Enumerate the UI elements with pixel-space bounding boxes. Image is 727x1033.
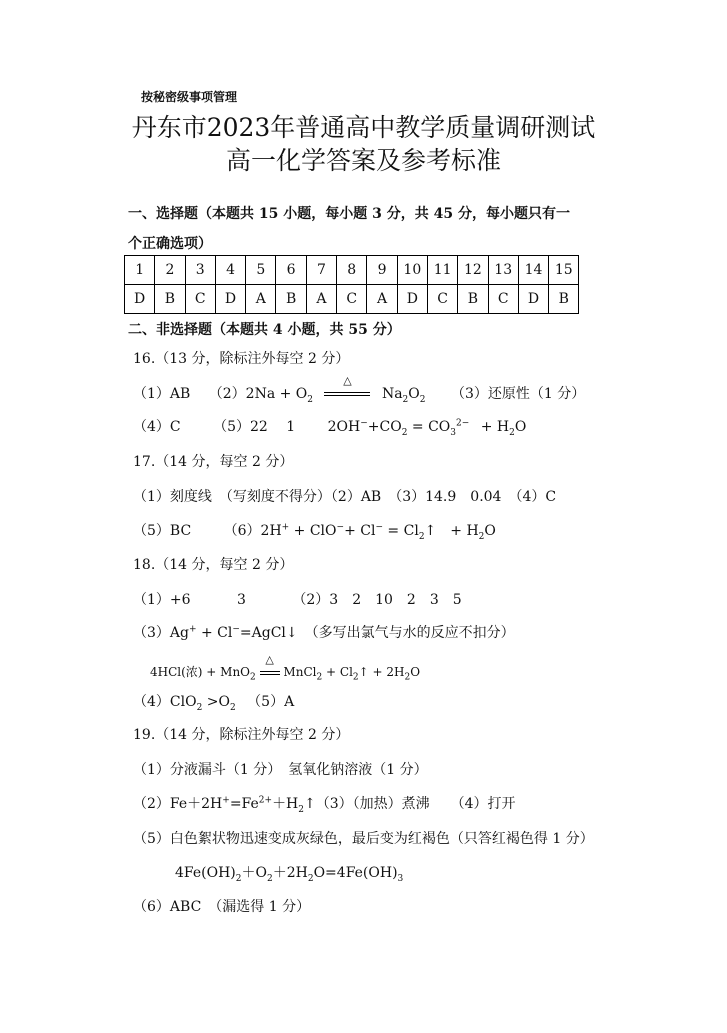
subscript: 2: [196, 702, 203, 713]
q17-line-2: [133, 520, 496, 542]
table-cell: C: [488, 285, 518, 314]
subscript: 2: [402, 394, 409, 405]
equation-text: ＋2H: [272, 865, 308, 881]
heat-icon: △: [265, 653, 274, 666]
section2-heading: 二、非选择题（本题共 4 小题，共 55 分）: [128, 322, 401, 338]
table-cell: B: [549, 285, 579, 314]
confidentiality-label: 按秘密级事项管理: [141, 90, 238, 104]
answer-table: [124, 255, 579, 314]
answer-text: （6）2H: [223, 523, 282, 539]
answer-text: （4）C: [133, 419, 181, 435]
subscript: 2: [307, 394, 314, 405]
subscript: 3: [397, 873, 404, 884]
q19-header: 19.（14 分，除标注外每空 2 分）: [133, 727, 350, 743]
answer-text: （5）A: [247, 694, 295, 710]
superscript: 2+: [258, 795, 273, 806]
table-cell: 14: [518, 256, 548, 285]
superscript: −: [232, 624, 240, 635]
q19-equation: [175, 862, 403, 884]
table-cell: 13: [488, 256, 518, 285]
table-cell: 1: [125, 256, 155, 285]
equation-text: O=4Fe(OH): [313, 865, 398, 881]
page-subtitle: 高一化学答案及参考标准: [225, 146, 501, 175]
answer-text: （1）AB: [133, 386, 191, 402]
answer-text: 2OH: [327, 419, 361, 435]
answer-text: （5）BC: [133, 523, 192, 539]
table-cell: B: [155, 285, 185, 314]
answer-text: （2）2Na + O: [208, 386, 308, 402]
q16-line-1: [133, 374, 586, 405]
answer-text: +CO: [367, 419, 402, 435]
answer-text: ↑ + H: [424, 523, 479, 539]
superscript: +: [281, 522, 290, 533]
q19-line-3: （5）白色絮状物迅速变成灰绿色，最后变为红褐色（只答红褐色得 1 分）: [133, 831, 594, 847]
table-cell: 8: [337, 256, 367, 285]
table-cell: A: [306, 285, 336, 314]
answer-text: = CO: [407, 419, 451, 435]
answer-text: ＋H: [272, 796, 299, 812]
table-cell: 15: [549, 256, 579, 285]
equation-text: 4HCl(浓) + MnO: [150, 665, 251, 679]
table-cell: 5: [246, 256, 276, 285]
subscript: 2: [316, 672, 323, 683]
subscript: 2: [419, 394, 426, 405]
table-cell: 3: [185, 256, 215, 285]
answer-text: O: [514, 419, 527, 435]
q17-header: 17.（14 分，每空 2 分）: [133, 454, 294, 470]
answer-text: （3）Ag: [133, 625, 189, 641]
q19-line-2: [133, 793, 516, 815]
subscript: 2: [307, 873, 314, 884]
superscript: −: [336, 522, 345, 533]
answer-text: O: [484, 523, 496, 539]
q18-equation: [150, 653, 421, 683]
subscript: 2: [266, 873, 273, 884]
table-cell: C: [185, 285, 215, 314]
table-cell: 12: [458, 256, 488, 285]
heating-arrow: [324, 374, 370, 402]
heat-icon: △: [343, 374, 352, 387]
q18-line-2: [133, 622, 515, 642]
table-cell: D: [125, 285, 155, 314]
table-cell: D: [215, 285, 245, 314]
answer-text: 3: [237, 592, 246, 608]
answer-text: Na: [381, 386, 403, 402]
table-cell: D: [397, 285, 427, 314]
table-cell: A: [246, 285, 276, 314]
equation-text: 4Fe(OH): [175, 865, 236, 881]
answer-text: （5）22: [213, 419, 268, 435]
answer-text: + ClO: [289, 523, 337, 539]
section1-heading: 一、选择题（本题共 15 小题，每小题 3 分，共 45 分，每小题只有一: [128, 206, 570, 222]
answer-text: O: [408, 386, 420, 402]
equals-bar: [324, 392, 370, 396]
answer-text: = Cl: [382, 523, 419, 539]
table-cell: 9: [367, 256, 397, 285]
q16-line-2: [133, 416, 526, 438]
subscript: 2: [478, 531, 485, 542]
table-cell: B: [458, 285, 488, 314]
table-cell: D: [518, 285, 548, 314]
table-cell: 2: [155, 256, 185, 285]
answer-text: + Cl: [196, 625, 233, 641]
subscript: 3: [450, 427, 456, 438]
table-cell: 4: [215, 256, 245, 285]
subscript: 2: [298, 804, 305, 815]
answer-text: + Cl: [344, 523, 376, 539]
table-cell: 7: [306, 256, 336, 285]
page-title: 丹东市2023年普通高中教学质量调研测试: [131, 113, 596, 142]
answer-text: （1）+6: [133, 592, 191, 608]
answer-text: =AgCl↓ （多写出氯气与水的反应不扣分）: [239, 625, 515, 641]
superscript: +: [222, 795, 230, 806]
heating-arrow: [260, 653, 280, 679]
subscript: 2: [235, 873, 242, 884]
table-cell: C: [337, 285, 367, 314]
q18-header: 18.（14 分，每空 2 分）: [133, 557, 294, 573]
subscript: 2: [352, 672, 359, 683]
subscript: 2: [418, 531, 425, 542]
superscript: −: [360, 418, 368, 429]
q16-header: 16.（13 分，除标注外每空 2 分）: [133, 351, 350, 367]
answer-text: >O: [202, 694, 230, 710]
subscript: 2: [250, 672, 256, 683]
equation-text: MnCl: [283, 665, 317, 679]
answer-text: ↑（3）（加热）煮沸 （4）打开: [304, 796, 516, 812]
subscript: 2: [404, 672, 411, 683]
answer-text: （4）ClO: [133, 694, 197, 710]
q19-line-5: （6）ABC （漏选得 1 分）: [133, 899, 311, 915]
answer-text: =Fe: [229, 796, 259, 812]
answer-text: + H: [480, 419, 510, 435]
superscript: −: [375, 522, 383, 533]
answer-text: （2）3 2 10 2 3 5: [292, 592, 462, 608]
subscript: 2: [401, 427, 408, 438]
subscript: 2: [509, 427, 515, 438]
q19-line-1: （1）分液漏斗（1 分） 氢氧化钠溶液（1 分）: [133, 762, 428, 778]
equation-text: ↑ + 2H: [358, 665, 405, 679]
equation-text: ＋O: [241, 865, 267, 881]
table-cell: 6: [276, 256, 306, 285]
equation-text: + Cl: [322, 665, 353, 679]
q18-line-4: [133, 691, 294, 713]
equation-text: O: [410, 665, 421, 679]
answer-text: （2）Fe＋2H: [133, 796, 223, 812]
subscript: 2: [229, 702, 236, 713]
question-number-row: [125, 256, 579, 285]
answer-row: [125, 285, 579, 314]
superscript: +: [188, 624, 197, 635]
table-cell: C: [427, 285, 457, 314]
q18-line-1: [133, 589, 462, 609]
table-cell: A: [367, 285, 397, 314]
superscript: 2−: [456, 418, 470, 429]
section1-heading-cont: 个正确选项）: [128, 236, 212, 252]
table-cell: 10: [397, 256, 427, 285]
table-cell: 11: [427, 256, 457, 285]
equals-bar: [260, 671, 280, 675]
table-cell: B: [276, 285, 306, 314]
answer-text: 1: [286, 419, 296, 435]
answer-text: （3）还原性（1 分）: [450, 386, 586, 402]
q17-line-1: （1）刻度线 （写刻度不得分）（2）AB （3）14.9 0.04 （4）C: [133, 489, 557, 505]
